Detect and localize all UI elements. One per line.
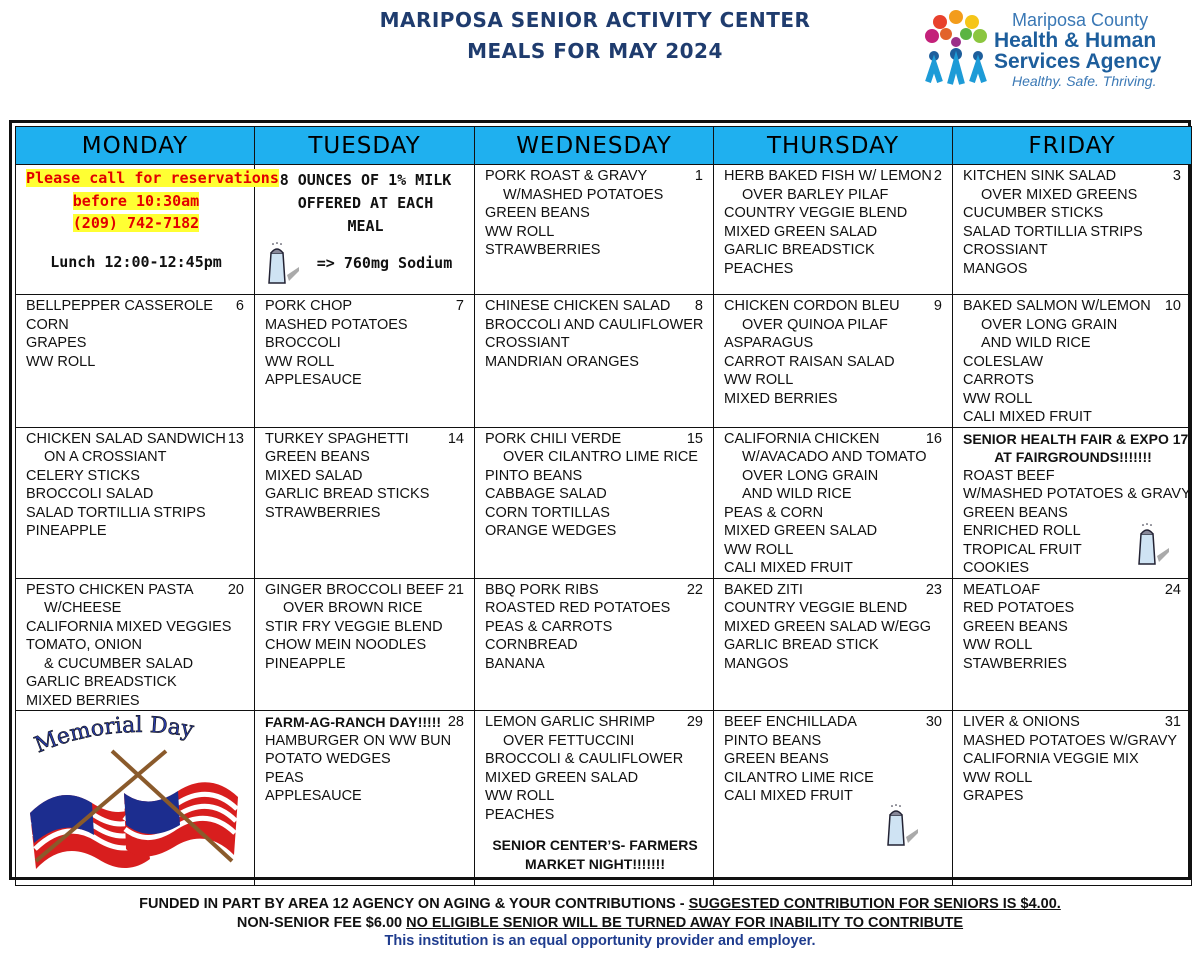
menu-item: PEACHES — [724, 260, 794, 277]
menu-item: OVER QUINOA PILAF — [742, 316, 888, 333]
menu-item: PESTO CHICKEN PASTA — [26, 581, 194, 598]
menu-item: APPLESAUCE — [265, 372, 362, 388]
logo-line2: Health & Human — [994, 29, 1157, 52]
day-header: WEDNESDAY — [475, 127, 714, 165]
day-cell — [255, 427, 475, 578]
date-number: 1 — [694, 168, 703, 184]
calendar-table — [15, 126, 1192, 886]
salt-shaker-icon — [265, 241, 301, 287]
lunch-time: Lunch 12:00-12:45pm — [50, 252, 222, 271]
menu-item: MIXED GREEN SALAD — [485, 769, 639, 786]
menu-item: PORK CHILI VERDE — [485, 430, 622, 447]
day-header: FRIDAY — [953, 127, 1192, 165]
day-cell — [16, 165, 279, 295]
menu-item: CHOW MEIN NOODLES — [265, 637, 427, 653]
date-number: 13 — [227, 430, 244, 447]
menu-item: WW ROLL — [485, 788, 555, 804]
date-number: 31 — [1164, 714, 1181, 730]
day-cell — [16, 578, 255, 711]
phone-number: (209) 742-7182 — [72, 214, 200, 232]
date-number: 8 — [694, 298, 703, 314]
day-cell — [16, 295, 255, 428]
menu-item: GRAPES — [963, 788, 1024, 804]
no-turn-away-note: NO ELIGIBLE SENIOR WILL BE TURNED AWAY FOR INABILITY TO CONTRIBUTE — [406, 915, 964, 931]
menu-item: BROCCOLI AND CAULIFLOWER — [485, 316, 704, 333]
menu-item: GREEN BEANS — [724, 751, 829, 767]
menu-item: OVER BARLEY PILAF — [742, 186, 889, 203]
menu-item: PINTO BEANS — [724, 732, 822, 749]
reservation-note: Please call for reservations — [26, 169, 279, 187]
menu-item: OVER LONG GRAIN — [742, 467, 879, 484]
event-title: FARM-AG-RANCH DAY!!!!! — [265, 714, 442, 730]
menu-item: HAMBURGER ON WW BUN — [265, 732, 452, 749]
date-number: 2 — [933, 168, 942, 184]
menu-item: STRAWBERRIES — [485, 242, 601, 258]
day-cell — [16, 711, 255, 886]
menu-item: PEAS — [265, 769, 304, 786]
menu-item: ROAST BEEF — [963, 467, 1055, 484]
menu-item: BAKED ZITI — [724, 581, 803, 598]
menu-item: CHICKEN CORDON BLEU — [724, 298, 900, 314]
menu-item: STIR FRY VEGGIE BLEND — [265, 618, 443, 635]
menu-item: CHINESE CHICKEN SALAD — [485, 298, 671, 314]
menu-item: CARROTS — [963, 372, 1034, 388]
equal-opportunity-note: This institution is an equal opportunity provider and employer. — [384, 933, 816, 949]
menu-item: LEMON GARLIC SHRIMP — [485, 714, 655, 730]
memorial-day-flags-image — [16, 711, 252, 879]
menu-item: LIVER & ONIONS — [963, 714, 1080, 730]
menu-item: MIXED GREEN SALAD — [724, 223, 878, 240]
menu-item: MASHED POTATOES — [265, 316, 408, 333]
menu-item: CALIFORNIA VEGGIE MIX — [963, 751, 1139, 767]
date-number: 23 — [925, 581, 942, 598]
menu-item: WW ROLL — [963, 637, 1033, 653]
page-subtitle: MEALS FOR MAY 2024 — [467, 39, 723, 63]
menu-item: GREEN BEANS — [963, 618, 1068, 635]
milk-note: OFFERED AT EACH — [297, 194, 434, 212]
menu-item: MIXED BERRIES — [724, 390, 838, 407]
menu-item: WW ROLL — [724, 372, 794, 388]
menu-item: COUNTRY VEGGIE BLEND — [724, 600, 908, 616]
event-title: SENIOR HEALTH FAIR & EXPO 17 — [963, 430, 1189, 447]
menu-item: WW ROLL — [963, 390, 1033, 407]
menu-item: CORN TORTILLAS — [485, 504, 610, 521]
menu-item: ENRICHED ROLL — [963, 523, 1081, 539]
menu-item: WW ROLL — [26, 353, 96, 370]
fee-text: NON-SENIOR FEE $6.00 — [236, 915, 407, 931]
menu-item: GRAPES — [26, 335, 87, 351]
menu-item: MASHED POTATOES W/GRAVY — [963, 732, 1178, 749]
day-cell — [255, 295, 475, 428]
menu-item: OVER CILANTRO LIME RICE — [503, 449, 698, 465]
day-cell — [953, 711, 1192, 886]
menu-item: RED POTATOES — [963, 600, 1075, 616]
menu-item: GINGER BROCCOLI BEEF — [265, 581, 444, 598]
menu-item: MIXED BERRIES — [26, 692, 140, 709]
day-header: THURSDAY — [714, 127, 953, 165]
menu-item: MEATLOAF — [963, 581, 1041, 598]
day-cell — [714, 711, 953, 886]
menu-item: COLESLAW — [963, 353, 1044, 370]
event-title: AT FAIRGROUNDS!!!!!!! — [994, 449, 1152, 465]
menu-item: GREEN BEANS — [963, 504, 1068, 521]
menu-item: GARLIC BREAD STICK — [724, 637, 879, 653]
menu-item: W/CHEESE — [44, 600, 122, 616]
menu-item: BANANA — [485, 655, 545, 672]
menu-item: WW ROLL — [963, 769, 1033, 786]
day-cell — [714, 578, 953, 711]
day-cell — [953, 427, 1192, 578]
menu-item: CELERY STICKS — [26, 467, 140, 484]
fee-note — [0, 915, 1200, 931]
day-cell — [255, 165, 475, 295]
menu-item: SALAD TORTILLIA STRIPS — [963, 223, 1143, 240]
menu-item: MIXED GREEN SALAD — [724, 523, 878, 539]
date-number: 16 — [925, 430, 942, 447]
day-header: MONDAY — [16, 127, 255, 165]
event-title: SENIOR CENTER’S- FARMERS — [492, 837, 698, 853]
menu-item: W/MASHED POTATOES — [503, 186, 664, 203]
menu-item: CROSSIANT — [485, 335, 570, 351]
menu-item: MANGOS — [724, 655, 789, 672]
menu-item: HERB BAKED FISH W/ LEMON — [724, 168, 932, 184]
menu-item: CHICKEN SALAD SANDWICH — [26, 430, 226, 447]
date-number: 20 — [227, 581, 244, 598]
menu-item: CALIFORNIA CHICKEN — [724, 430, 880, 447]
menu-item: TROPICAL FRUIT — [963, 541, 1082, 558]
menu-item: STAWBERRIES — [963, 655, 1067, 672]
menu-item: OVER FETTUCCINI — [503, 732, 635, 749]
menu-item: PORK ROAST & GRAVY — [485, 168, 648, 184]
menu-item: CORNBREAD — [485, 637, 578, 653]
date-number: 14 — [447, 430, 464, 447]
menu-item: GREEN BEANS — [485, 205, 590, 221]
menu-item: BROCCOLI & CAULIFLOWER — [485, 751, 684, 767]
menu-item: AND WILD RICE — [981, 335, 1091, 351]
menu-item: BELLPEPPER CASSEROLE — [26, 298, 213, 314]
day-cell — [953, 295, 1192, 428]
menu-item: CILANTRO LIME RICE — [724, 769, 874, 786]
date-number: 28 — [447, 714, 464, 730]
menu-item: PEAS & CORN — [724, 504, 824, 521]
memorial-day-text: Memorial Day — [31, 712, 196, 759]
menu-item: MANDRIAN ORANGES — [485, 353, 639, 370]
menu-item: OVER LONG GRAIN — [981, 316, 1118, 333]
menu-item: GARLIC BREADSTICK — [26, 674, 177, 690]
menu-item: GREEN BEANS — [265, 449, 370, 465]
menu-item: W/MASHED POTATOES & GRAVY — [963, 486, 1191, 502]
menu-item: APPLESAUCE — [265, 788, 362, 804]
day-cell — [255, 711, 475, 886]
meal-calendar — [9, 120, 1191, 880]
menu-item: CALI MIXED FRUIT — [724, 560, 853, 576]
logo-tagline: Healthy. Safe. Thriving. — [1012, 73, 1157, 89]
menu-item: STRAWBERRIES — [265, 504, 381, 521]
menu-item: PINTO BEANS — [485, 467, 583, 484]
date-number: 30 — [925, 714, 942, 730]
menu-item: BROCCOLI SALAD — [26, 486, 154, 502]
menu-item: OVER MIXED GREENS — [981, 186, 1138, 203]
day-cell — [475, 295, 714, 428]
logo-line1: Mariposa County — [1012, 10, 1149, 30]
menu-item: BEEF ENCHILLADA — [724, 714, 857, 730]
date-number: 7 — [455, 298, 464, 314]
menu-item: CALI MIXED FRUIT — [724, 788, 853, 804]
funding-note — [0, 896, 1200, 912]
menu-item: PINEAPPLE — [265, 655, 346, 672]
page-title: MARIPOSA SENIOR ACTIVITY CENTER — [379, 8, 811, 32]
menu-item: & CUCUMBER SALAD — [44, 655, 194, 672]
family-tree-icon — [918, 8, 998, 90]
day-header: TUESDAY — [255, 127, 475, 165]
menu-item: CROSSIANT — [963, 242, 1048, 258]
menu-item: BBQ PORK RIBS — [485, 581, 599, 598]
suggested-contribution: SUGGESTED CONTRIBUTION FOR SENIORS IS $4.00. — [688, 896, 1061, 912]
menu-item: CABBAGE SALAD — [485, 486, 607, 502]
menu-item: PEAS & CARROTS — [485, 618, 613, 635]
day-cell — [16, 427, 255, 578]
day-cell — [255, 578, 475, 711]
day-cell — [475, 711, 714, 886]
menu-item: POTATO WEDGES — [265, 751, 391, 767]
funding-text: FUNDED IN PART BY AREA 12 AGENCY ON AGING & YOUR CONTRIBUTIONS - — [139, 896, 689, 912]
menu-item: ORANGE WEDGES — [485, 523, 617, 539]
day-cell — [714, 165, 953, 295]
date-number: 10 — [1164, 298, 1181, 314]
day-cell — [714, 295, 953, 428]
menu-item: WW ROLL — [485, 223, 555, 240]
menu-item: W/AVACADO AND TOMATO — [742, 449, 927, 465]
menu-item: MIXED GREEN SALAD W/EGG — [724, 618, 932, 635]
menu-item: MANGOS — [963, 260, 1028, 277]
menu-item: GARLIC BREAD STICKS — [265, 486, 430, 502]
menu-item: MIXED SALAD — [265, 467, 363, 484]
date-number: 6 — [235, 298, 244, 314]
day-cell — [475, 578, 714, 711]
menu-item: KITCHEN SINK SALAD — [963, 168, 1117, 184]
salt-shaker-icon — [884, 803, 920, 849]
milk-note: MEAL — [347, 217, 384, 235]
menu-item: WW ROLL — [724, 541, 794, 558]
sodium-note: => 760mg Sodium — [316, 254, 453, 272]
menu-item: OVER BROWN RICE — [283, 600, 423, 616]
menu-item: CORN — [26, 316, 69, 333]
menu-item: ON A CROSSIANT — [44, 449, 167, 465]
menu-item: GARLIC BREADSTICK — [724, 242, 875, 258]
menu-item: AND WILD RICE — [742, 486, 852, 502]
menu-item: SALAD TORTILLIA STRIPS — [26, 504, 206, 521]
menu-item: CALI MIXED FRUIT — [963, 409, 1092, 425]
menu-item: PORK CHOP — [265, 298, 353, 314]
date-number: 3 — [1172, 168, 1181, 184]
day-cell — [953, 165, 1192, 295]
event-title: MARKET NIGHT!!!!!!! — [525, 855, 665, 872]
day-cell — [714, 427, 953, 578]
menu-item: TURKEY SPAGHETTI — [265, 430, 409, 447]
day-cell — [953, 578, 1192, 711]
menu-item: PINEAPPLE — [26, 523, 107, 539]
date-number: 24 — [1164, 581, 1181, 598]
menu-item: COOKIES — [963, 560, 1030, 576]
date-number: 21 — [447, 581, 464, 598]
date-number: 9 — [933, 298, 942, 314]
menu-item: ROASTED RED POTATOES — [485, 600, 671, 616]
menu-item: CARROT RAISAN SALAD — [724, 353, 895, 370]
menu-item: TOMATO, ONION — [26, 637, 143, 653]
date-number: 15 — [686, 430, 703, 447]
menu-item: COUNTRY VEGGIE BLEND — [724, 205, 908, 221]
menu-item: BAKED SALMON W/LEMON — [963, 298, 1151, 314]
menu-item: BROCCOLI — [265, 335, 341, 351]
logo-line3: Services Agency — [994, 50, 1162, 73]
menu-item: PEACHES — [485, 806, 555, 823]
agency-logo — [918, 8, 1188, 90]
day-cell — [475, 427, 714, 578]
salt-shaker-icon — [1135, 522, 1171, 568]
menu-item: CUCUMBER STICKS — [963, 205, 1104, 221]
day-cell — [475, 165, 714, 295]
menu-item: WW ROLL — [265, 353, 335, 370]
reservation-time: before 10:30am — [72, 191, 200, 210]
menu-item: ASPARAGUS — [724, 335, 814, 351]
milk-note: 8 OUNCES OF 1% MILK — [279, 171, 452, 189]
date-number: 22 — [686, 581, 703, 598]
menu-item: CALIFORNIA MIXED VEGGIES — [26, 618, 232, 635]
date-number: 29 — [686, 714, 703, 730]
